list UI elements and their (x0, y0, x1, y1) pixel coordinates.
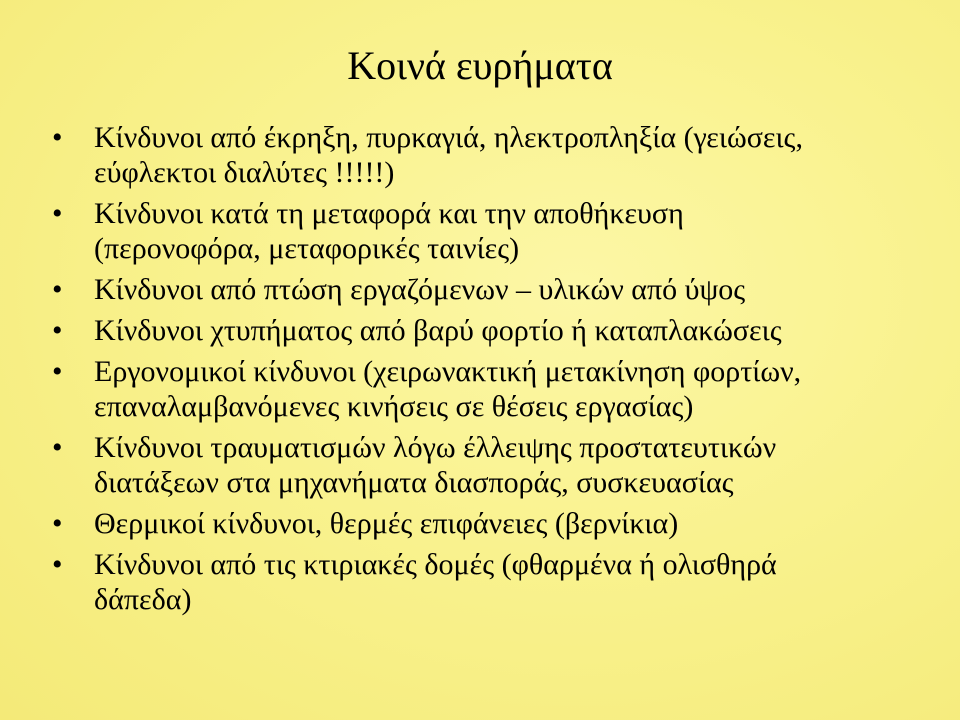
bullet-icon: • (52, 507, 63, 540)
bullet-icon: • (52, 197, 63, 230)
bullet-text: δάπεδα) (94, 583, 192, 616)
bullet-item (0, 547, 960, 617)
bullet-text: Κίνδυνοι τραυματισμών λόγω έλλειψης προστατευτικών (94, 431, 777, 464)
bullet-text: Κίνδυνοι χτυπήματος από βαρύ φορτίο ή καταπλακώσεις (94, 314, 782, 347)
bullet-item (0, 430, 960, 500)
bullet-text: Κίνδυνοι από έκρηξη, πυρκαγιά, ηλεκτροπληξία (γειώσεις, (94, 121, 803, 154)
bullet-text: (περονοφόρα, μεταφορικές ταινίες) (94, 232, 520, 265)
bullet-text: Κίνδυνοι από τις κτιριακές δομές (φθαρμένα ή ολισθηρά (94, 548, 777, 581)
bullet-text: Θερμικοί κίνδυνοι, θερμές επιφάνειες (βερνίκια) (94, 507, 679, 540)
bullet-item (0, 272, 960, 307)
bullet-item (0, 196, 960, 266)
bullet-icon: • (52, 273, 63, 306)
bullet-icon: • (52, 431, 63, 464)
bullet-text: διατάξεων στα μηχανήματα διασποράς, συσκευασίας (94, 466, 734, 499)
bullet-text: Εργονομικοί κίνδυνοι (χειρωνακτική μετακίνηση φορτίων, (94, 355, 802, 388)
bullet-text: επαναλαμβανόμενες κινήσεις σε θέσεις εργασίας) (94, 390, 694, 423)
bullet-icon: • (52, 355, 63, 388)
slide-title: Κοινά ευρήματα (347, 43, 613, 88)
bullet-list (0, 120, 960, 623)
bullet-icon: • (52, 314, 63, 347)
bullet-item (0, 506, 960, 541)
bullet-text: Κίνδυνοι κατά τη μεταφορά και την αποθήκευση (94, 197, 684, 230)
bullet-text: εύφλεκτοι διαλύτες !!!!!) (94, 156, 395, 189)
bullet-item (0, 313, 960, 348)
bullet-item (0, 120, 960, 190)
bullet-text: Κίνδυνοι από πτώση εργαζόμενων – υλικών από ύψος (94, 273, 746, 306)
bullet-icon: • (52, 548, 63, 581)
bullet-item (0, 354, 960, 424)
bullet-icon: • (52, 121, 63, 154)
